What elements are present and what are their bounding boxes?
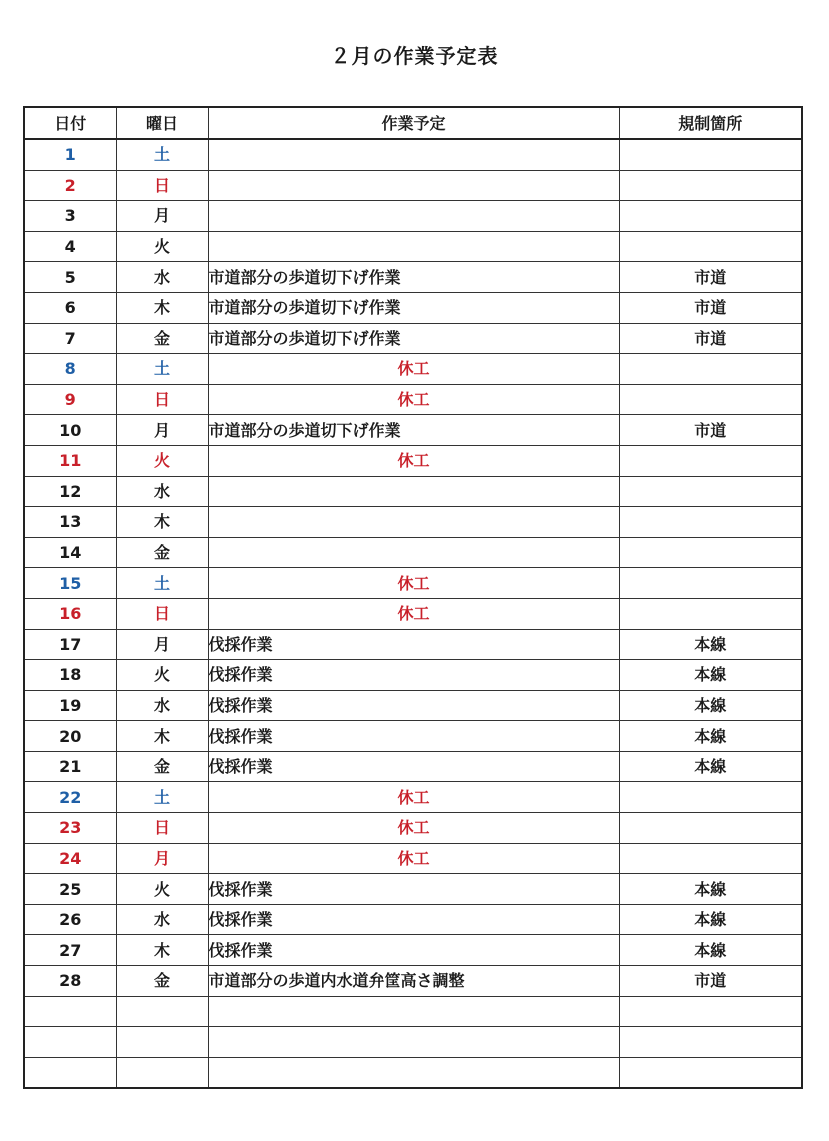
- day-cell: 19: [24, 690, 116, 721]
- weekday-cell: 水: [116, 262, 208, 293]
- header-regulation: 規制箇所: [619, 107, 802, 139]
- day-cell: 5: [24, 262, 116, 293]
- table-row: [24, 1057, 802, 1088]
- day-cell: 20: [24, 721, 116, 752]
- work-cell: 休工: [208, 445, 619, 476]
- weekday-cell: 木: [116, 935, 208, 966]
- work-cell: 伐採作業: [208, 935, 619, 966]
- day-cell: 24: [24, 843, 116, 874]
- regulation-cell: 本線: [619, 904, 802, 935]
- table-row: [24, 782, 802, 813]
- work-cell: 伐採作業: [208, 629, 619, 660]
- work-cell: 市道部分の歩道切下げ作業: [208, 415, 619, 446]
- table-row: [24, 201, 802, 232]
- header-day: 日付: [24, 107, 116, 139]
- table-row: [24, 323, 802, 354]
- table-row: [24, 843, 802, 874]
- day-cell: 11: [24, 445, 116, 476]
- regulation-cell: 市道: [619, 415, 802, 446]
- day-cell: 16: [24, 598, 116, 629]
- weekday-cell: 月: [116, 843, 208, 874]
- regulation-cell: [619, 354, 802, 385]
- regulation-cell: 本線: [619, 935, 802, 966]
- regulation-cell: [619, 1057, 802, 1088]
- work-cell: [208, 231, 619, 262]
- table-row: [24, 690, 802, 721]
- work-cell: [208, 507, 619, 538]
- day-cell: [24, 996, 116, 1027]
- table-row: [24, 629, 802, 660]
- regulation-cell: 本線: [619, 874, 802, 905]
- table-row: [24, 1027, 802, 1058]
- work-cell: [208, 201, 619, 232]
- table-row: [24, 996, 802, 1027]
- weekday-cell: 土: [116, 568, 208, 599]
- work-cell: 伐採作業: [208, 904, 619, 935]
- work-cell: 休工: [208, 843, 619, 874]
- regulation-cell: 本線: [619, 721, 802, 752]
- day-cell: 25: [24, 874, 116, 905]
- table-row: [24, 935, 802, 966]
- weekday-cell: 火: [116, 660, 208, 691]
- regulation-cell: 本線: [619, 751, 802, 782]
- weekday-cell: 金: [116, 751, 208, 782]
- day-cell: [24, 1027, 116, 1058]
- regulation-cell: 市道: [619, 966, 802, 997]
- weekday-cell: 金: [116, 966, 208, 997]
- regulation-cell: [619, 996, 802, 1027]
- table-row: [24, 139, 802, 170]
- regulation-cell: [619, 813, 802, 844]
- weekday-cell: 日: [116, 170, 208, 201]
- table-row: [24, 874, 802, 905]
- work-cell: 伐採作業: [208, 721, 619, 752]
- regulation-cell: [619, 507, 802, 538]
- regulation-cell: [619, 537, 802, 568]
- work-cell: [208, 170, 619, 201]
- regulation-cell: [619, 598, 802, 629]
- regulation-cell: [619, 384, 802, 415]
- day-cell: 14: [24, 537, 116, 568]
- day-cell: 15: [24, 568, 116, 599]
- work-cell: [208, 1057, 619, 1088]
- work-cell: 伐採作業: [208, 660, 619, 691]
- day-cell: 26: [24, 904, 116, 935]
- table-row: [24, 721, 802, 752]
- weekday-cell: 月: [116, 629, 208, 660]
- regulation-cell: [619, 476, 802, 507]
- regulation-cell: [619, 231, 802, 262]
- day-cell: 23: [24, 813, 116, 844]
- weekday-cell: 木: [116, 292, 208, 323]
- day-cell: 3: [24, 201, 116, 232]
- regulation-cell: [619, 139, 802, 170]
- table-row: [24, 292, 802, 323]
- weekday-cell: 水: [116, 476, 208, 507]
- work-cell: 休工: [208, 782, 619, 813]
- header-weekday: 曜日: [116, 107, 208, 139]
- weekday-cell: 土: [116, 139, 208, 170]
- day-cell: 27: [24, 935, 116, 966]
- weekday-cell: 月: [116, 415, 208, 446]
- work-cell: [208, 139, 619, 170]
- work-cell: 市道部分の歩道切下げ作業: [208, 292, 619, 323]
- day-cell: 28: [24, 966, 116, 997]
- table-row: [24, 170, 802, 201]
- regulation-cell: 市道: [619, 292, 802, 323]
- day-cell: 17: [24, 629, 116, 660]
- weekday-cell: [116, 1027, 208, 1058]
- day-cell: 21: [24, 751, 116, 782]
- table-row: [24, 660, 802, 691]
- regulation-cell: [619, 201, 802, 232]
- work-cell: [208, 537, 619, 568]
- day-cell: 12: [24, 476, 116, 507]
- weekday-cell: 金: [116, 537, 208, 568]
- weekday-cell: 日: [116, 813, 208, 844]
- table-row: [24, 231, 802, 262]
- regulation-cell: 本線: [619, 690, 802, 721]
- table-row: [24, 415, 802, 446]
- work-cell: [208, 476, 619, 507]
- work-cell: 休工: [208, 354, 619, 385]
- work-cell: 伐採作業: [208, 690, 619, 721]
- weekday-cell: 水: [116, 904, 208, 935]
- regulation-cell: 本線: [619, 629, 802, 660]
- day-cell: 1: [24, 139, 116, 170]
- regulation-cell: [619, 445, 802, 476]
- day-cell: 7: [24, 323, 116, 354]
- weekday-cell: 日: [116, 598, 208, 629]
- work-cell: 伐採作業: [208, 751, 619, 782]
- day-cell: 2: [24, 170, 116, 201]
- work-cell: [208, 996, 619, 1027]
- weekday-cell: 金: [116, 323, 208, 354]
- work-cell: 休工: [208, 384, 619, 415]
- day-cell: 8: [24, 354, 116, 385]
- work-cell: 伐採作業: [208, 874, 619, 905]
- weekday-cell: [116, 996, 208, 1027]
- day-cell: 6: [24, 292, 116, 323]
- regulation-cell: [619, 170, 802, 201]
- table-row: [24, 445, 802, 476]
- page-title: ２月の作業予定表: [330, 44, 499, 68]
- day-cell: 18: [24, 660, 116, 691]
- regulation-cell: [619, 782, 802, 813]
- weekday-cell: 日: [116, 384, 208, 415]
- table-row: [24, 904, 802, 935]
- regulation-cell: 本線: [619, 660, 802, 691]
- weekday-cell: 火: [116, 874, 208, 905]
- regulation-cell: [619, 843, 802, 874]
- table-row: [24, 568, 802, 599]
- day-cell: 13: [24, 507, 116, 538]
- weekday-cell: 火: [116, 231, 208, 262]
- day-cell: 10: [24, 415, 116, 446]
- weekday-cell: 土: [116, 354, 208, 385]
- weekday-cell: 水: [116, 690, 208, 721]
- weekday-cell: 木: [116, 507, 208, 538]
- work-cell: 市道部分の歩道内水道弁筐高さ調整: [208, 966, 619, 997]
- regulation-cell: [619, 1027, 802, 1058]
- work-cell: 市道部分の歩道切下げ作業: [208, 323, 619, 354]
- table-row: [24, 354, 802, 385]
- weekday-cell: 土: [116, 782, 208, 813]
- table-row: [24, 262, 802, 293]
- work-cell: 休工: [208, 568, 619, 599]
- table-row: [24, 598, 802, 629]
- weekday-cell: 木: [116, 721, 208, 752]
- day-cell: [24, 1057, 116, 1088]
- regulation-cell: [619, 568, 802, 599]
- table-row: [24, 507, 802, 538]
- header-row: [24, 107, 802, 139]
- weekday-cell: [116, 1057, 208, 1088]
- table-row: [24, 966, 802, 997]
- work-cell: 市道部分の歩道切下げ作業: [208, 262, 619, 293]
- schedule-table: [23, 106, 803, 1089]
- weekday-cell: 月: [116, 201, 208, 232]
- day-cell: 22: [24, 782, 116, 813]
- weekday-cell: 火: [116, 445, 208, 476]
- regulation-cell: 市道: [619, 323, 802, 354]
- regulation-cell: 市道: [619, 262, 802, 293]
- table-row: [24, 751, 802, 782]
- day-cell: 9: [24, 384, 116, 415]
- day-cell: 4: [24, 231, 116, 262]
- table-header: [24, 107, 802, 139]
- header-work: 作業予定: [208, 107, 619, 139]
- table-row: [24, 537, 802, 568]
- work-cell: 休工: [208, 598, 619, 629]
- table-row: [24, 813, 802, 844]
- table-body: [24, 139, 802, 1088]
- table-row: [24, 384, 802, 415]
- table-row: [24, 476, 802, 507]
- work-cell: [208, 1027, 619, 1058]
- work-cell: 休工: [208, 813, 619, 844]
